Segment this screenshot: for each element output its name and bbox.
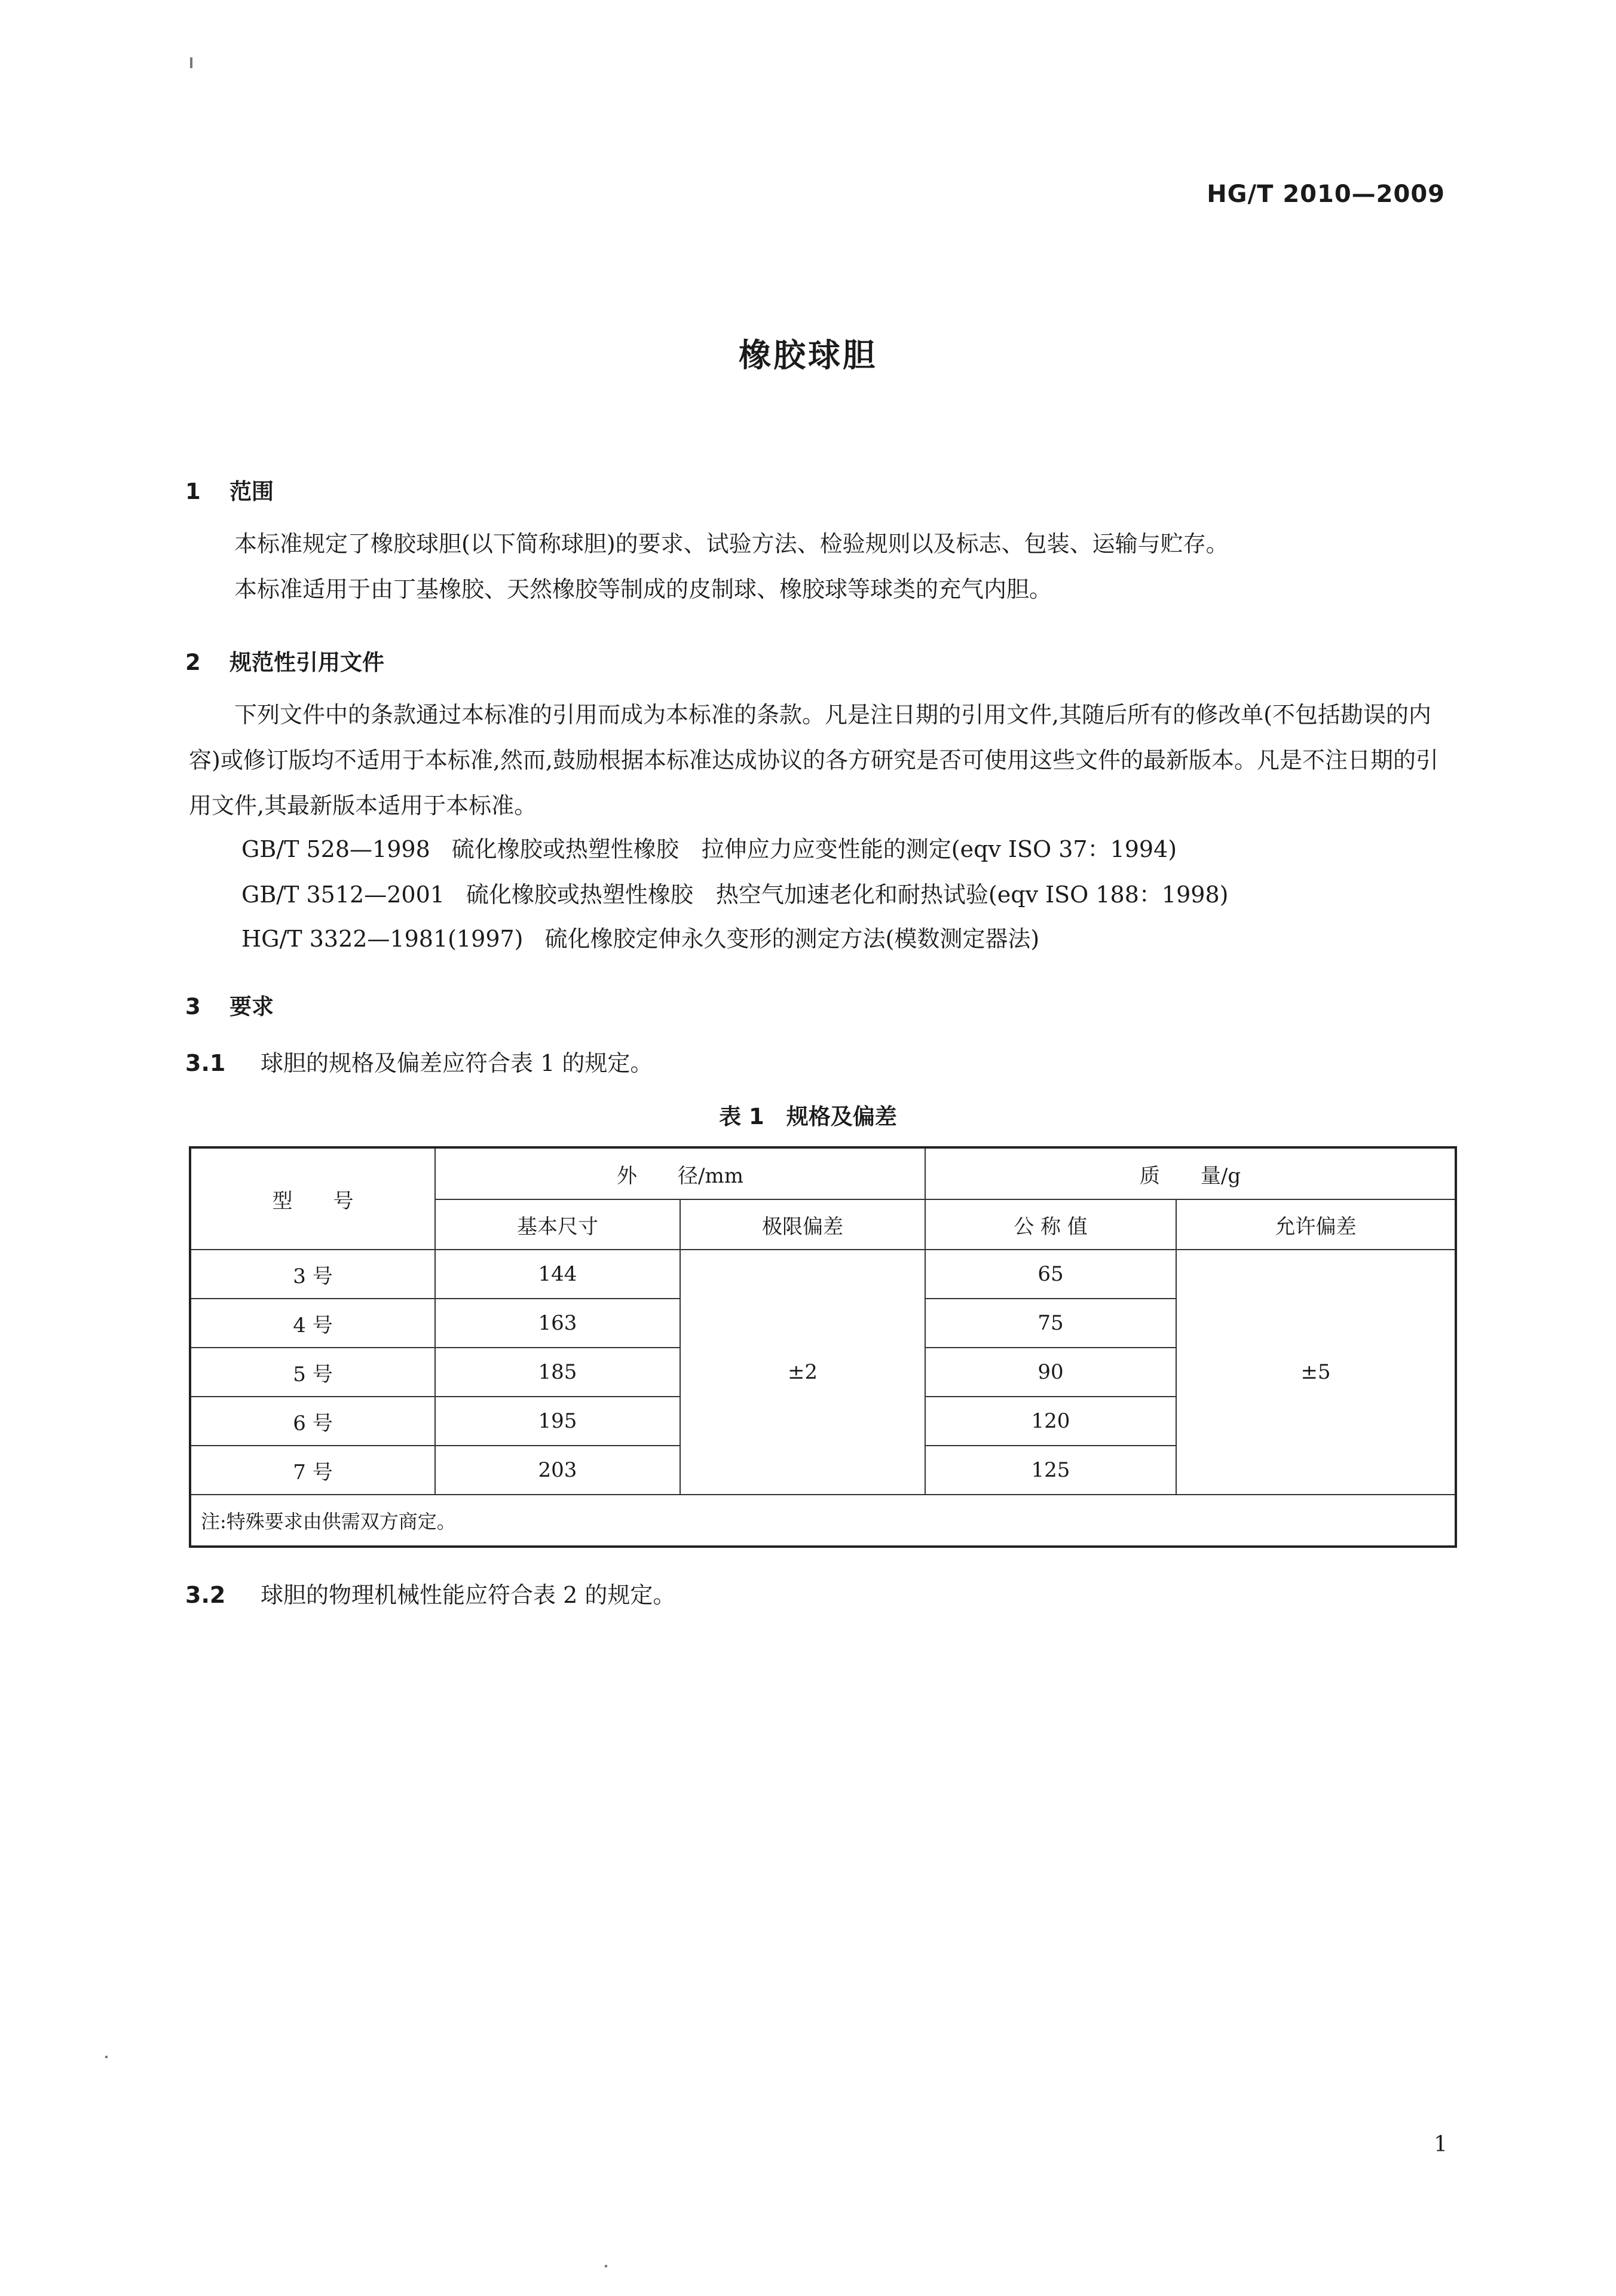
scan-speck <box>605 2265 607 2267</box>
clause-number: 3.2 <box>185 1582 226 1608</box>
section-heading-scope <box>185 473 274 506</box>
reference-item <box>241 876 1228 909</box>
cell-model: 5 号 <box>190 1348 435 1397</box>
paragraph: 下列文件中的条款通过本标准的引用而成为本标准的条款。凡是注日期的引用文件,其随后所有的修改单(不包括勘误的内容)或修订版均不适用于本标准,然而,鼓励根据本标准达成协议的各方研究是否可使用这些文件的最新版本。凡是不注日期的引用文件,其最新版本适用于本标准。 <box>189 702 1439 819</box>
clause-3-2 <box>185 1576 675 1609</box>
table-note-row <box>190 1495 1456 1547</box>
section-number: 3 <box>185 994 201 1020</box>
cell-nominal: 65 <box>925 1250 1176 1299</box>
cell-model: 7 号 <box>190 1446 435 1495</box>
references-paragraph <box>189 692 1456 828</box>
header-basic-size: 基本尺寸 <box>435 1199 680 1250</box>
spec-table <box>189 1146 1457 1548</box>
header-limit-deviation: 极限偏差 <box>680 1199 925 1250</box>
header-mass: 质 量/g <box>925 1147 1456 1199</box>
reference-code: HG/T 3322—1981(1997) <box>241 926 524 952</box>
header-nominal-value: 公 称 值 <box>925 1199 1176 1250</box>
section-number: 1 <box>185 479 201 504</box>
table-row <box>190 1250 1456 1299</box>
cell-nominal: 75 <box>925 1299 1176 1348</box>
scope-paragraphs <box>189 521 1456 612</box>
cell-basic-size: 144 <box>435 1250 680 1299</box>
reference-code: GB/T 528—1998 <box>241 836 430 862</box>
table-header-row <box>190 1147 1456 1199</box>
clause-3-1 <box>185 1045 653 1077</box>
cell-basic-size: 203 <box>435 1446 680 1495</box>
cell-model: 4 号 <box>190 1299 435 1348</box>
reference-title: 硫化橡胶定伸永久变形的测定方法(模数测定器法) <box>544 926 1040 952</box>
table-caption: 表 1 规格及偏差 <box>719 1104 897 1129</box>
header-model: 型 号 <box>190 1147 435 1250</box>
scan-speck <box>105 2056 108 2058</box>
header-allowed-deviation: 允许偏差 <box>1176 1199 1456 1250</box>
paragraph: 本标准适用于由丁基橡胶、天然橡胶等制成的皮制球、橡胶球等球类的充气内胆。 <box>234 576 1052 602</box>
reference-item <box>241 831 1177 864</box>
section-title: 要求 <box>229 994 274 1020</box>
clause-number: 3.1 <box>185 1050 226 1076</box>
cell-model: 6 号 <box>190 1397 435 1446</box>
reference-title: 硫化橡胶或热塑性橡胶 热空气加速老化和耐热试验(eqv ISO 188：1998) <box>466 881 1229 908</box>
section-heading-requirements <box>185 988 274 1021</box>
reference-title: 硫化橡胶或热塑性橡胶 拉伸应力应变性能的测定(eqv ISO 37：1994) <box>451 836 1177 862</box>
cell-basic-size: 163 <box>435 1299 680 1348</box>
reference-item <box>241 920 1039 953</box>
cell-limit-deviation: ±2 <box>680 1250 925 1495</box>
table-note: 注:特殊要求由供需双方商定。 <box>190 1495 1456 1547</box>
cell-nominal: 90 <box>925 1348 1176 1397</box>
section-number: 2 <box>185 650 201 675</box>
header-outer-diameter: 外 径/mm <box>435 1147 925 1199</box>
section-heading-normative-references <box>185 644 384 676</box>
cell-model: 3 号 <box>190 1250 435 1299</box>
cell-basic-size: 185 <box>435 1348 680 1397</box>
cell-nominal: 125 <box>925 1446 1176 1495</box>
reference-code: GB/T 3512—2001 <box>241 881 445 908</box>
paragraph: 本标准规定了橡胶球胆(以下简称球胆)的要求、试验方法、检验规则以及标志、包装、运输与贮存。 <box>234 531 1229 557</box>
clause-text: 球胆的规格及偏差应符合表 1 的规定。 <box>261 1050 653 1076</box>
section-title: 范围 <box>229 479 274 504</box>
cell-basic-size: 195 <box>435 1397 680 1446</box>
document-title: 橡胶球胆 <box>739 336 877 374</box>
page-number: 1 <box>1434 2132 1447 2157</box>
standard-number: HG/T 2010—2009 <box>1207 180 1445 208</box>
cell-nominal: 120 <box>925 1397 1176 1446</box>
section-title: 规范性引用文件 <box>229 650 384 675</box>
scan-speck <box>190 57 192 68</box>
cell-allowed-deviation: ±5 <box>1176 1250 1456 1495</box>
clause-text: 球胆的物理机械性能应符合表 2 的规定。 <box>261 1582 676 1608</box>
